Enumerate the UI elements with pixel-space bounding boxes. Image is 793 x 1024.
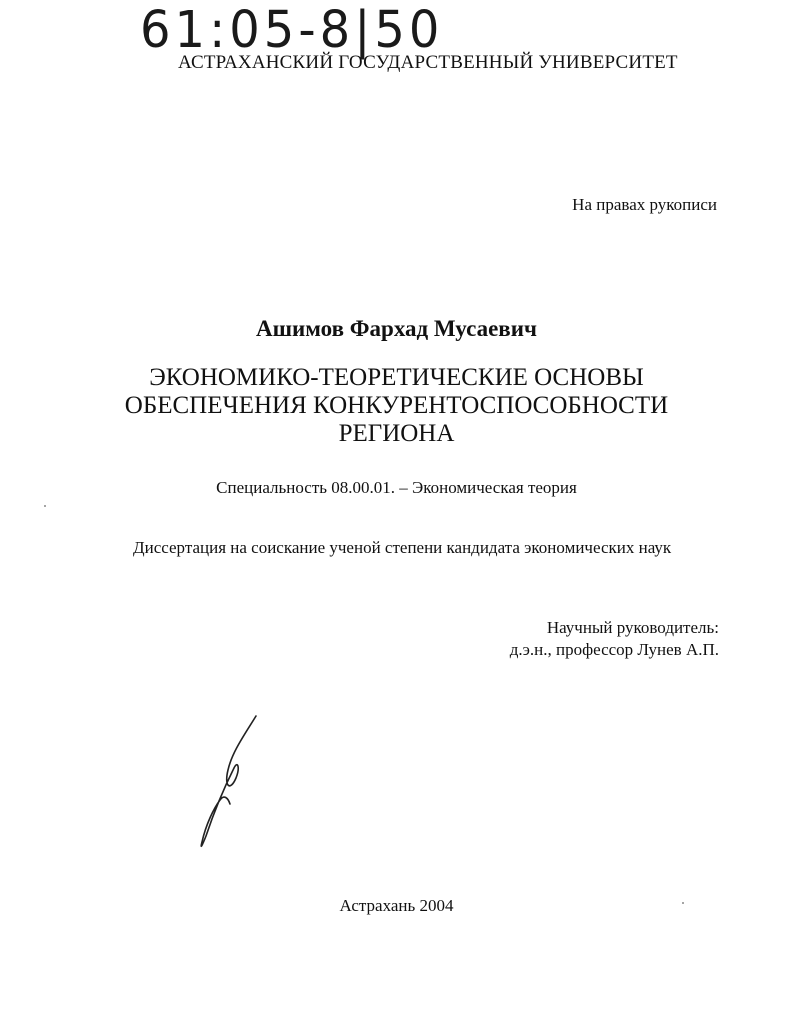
archive-code-handwritten: 61:05-8|50 <box>140 0 444 60</box>
dissertation-title <box>0 364 793 448</box>
supervisor-block <box>510 617 719 661</box>
dissertation-degree-line: Диссертация на соискание ученой степени кандидата экономических наук <box>133 538 672 557</box>
supervisor-name: д.э.н., профессор Лунев А.П. <box>509 640 719 659</box>
scan-speck <box>44 505 46 507</box>
supervisor-label: Научный руководитель: <box>546 618 719 637</box>
city-year: Астрахань 2004 <box>339 896 454 915</box>
manuscript-note: На правах рукописи <box>572 195 717 214</box>
signature <box>190 712 270 852</box>
university-name: АСТРАХАНСКИЙ ГОСУДАРСТВЕННЫЙ УНИВЕРСИТЕТ <box>178 52 678 73</box>
scan-speck <box>682 902 684 904</box>
title-line: ОБЕСПЕЧЕНИЯ КОНКУРЕНТОСПОСОБНОСТИ <box>124 392 669 419</box>
author-name: Ашимов Фархад Мусаевич <box>256 316 537 341</box>
title-line: РЕГИОНА <box>338 420 455 447</box>
title-line: ЭКОНОМИКО-ТЕОРЕТИЧЕСКИЕ ОСНОВЫ <box>149 364 644 391</box>
specialty-line: Специальность 08.00.01. – Экономическая теория <box>216 478 577 497</box>
